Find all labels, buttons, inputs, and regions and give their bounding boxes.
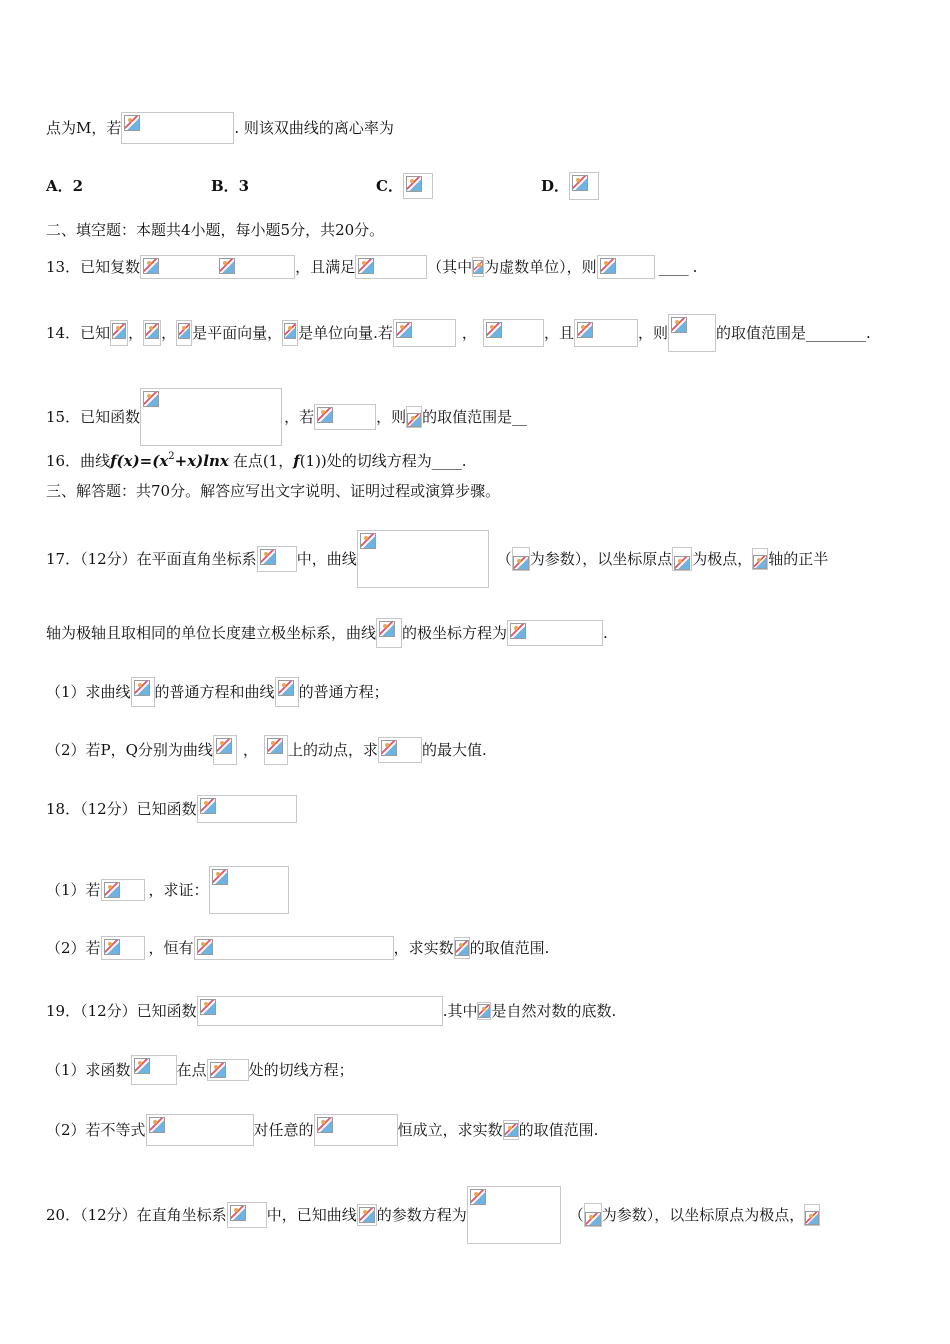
q14-text: 是单位向量.若 bbox=[298, 324, 393, 342]
formula-image bbox=[121, 112, 234, 144]
formula-image bbox=[376, 618, 402, 648]
q16-function: +x)lnx bbox=[174, 452, 229, 470]
q18-text: 的取值范围. bbox=[469, 939, 550, 957]
q19-text: 在点 bbox=[176, 1061, 207, 1079]
q15-text: ，若 bbox=[284, 408, 315, 426]
formula-image bbox=[574, 319, 638, 347]
q14-text: ，则 bbox=[637, 324, 668, 342]
question-20 bbox=[46, 1186, 820, 1244]
option-b: B．3 bbox=[211, 177, 250, 195]
q13-text: 为虚数单位），则 bbox=[484, 258, 597, 276]
formula-image bbox=[314, 1114, 398, 1146]
q17-text: 轴的正半 bbox=[768, 550, 829, 568]
formula-image bbox=[597, 255, 655, 279]
q17-text: 上的动点，求 bbox=[287, 741, 378, 759]
q13-text: （其中 bbox=[427, 258, 473, 276]
question-17-line2 bbox=[46, 618, 608, 648]
q19-text: 19．（12分）已知函数 bbox=[46, 1002, 197, 1020]
question-17 bbox=[46, 530, 828, 588]
section-3-heading: 三、解答题：共70分。解答应写出文字说明、证明过程或演算步骤。 bbox=[46, 482, 501, 500]
q19-text: 是自然对数的底数. bbox=[491, 1002, 617, 1020]
q20-text: （ bbox=[568, 1206, 584, 1224]
answer-blank[interactable]: ____ bbox=[658, 258, 689, 276]
q17-text: 的最大值. bbox=[421, 741, 487, 759]
formula-image bbox=[477, 1002, 491, 1020]
question-18-part1 bbox=[46, 866, 289, 914]
formula-image bbox=[194, 936, 394, 960]
formula-image bbox=[569, 172, 599, 200]
formula-image bbox=[257, 546, 297, 572]
q12-prefix: 点为M，若 bbox=[46, 119, 122, 137]
q14-text: 14．已知 bbox=[46, 324, 111, 342]
q19-text: （2）若不等式 bbox=[46, 1121, 146, 1139]
formula-image bbox=[197, 996, 443, 1026]
formula-image bbox=[207, 1059, 249, 1081]
q17-text: 的普通方程和曲线 bbox=[154, 683, 275, 701]
q17-text: 为参数），以坐标原点 bbox=[529, 550, 673, 568]
question-16 bbox=[46, 447, 467, 471]
formula-image bbox=[275, 677, 299, 707]
formula-image bbox=[213, 735, 237, 765]
formula-image bbox=[507, 620, 603, 646]
q17-text: （ bbox=[496, 550, 512, 568]
formula-image bbox=[483, 319, 544, 347]
formula-image bbox=[140, 255, 295, 279]
question-18-part2 bbox=[46, 936, 549, 960]
question-19 bbox=[46, 996, 616, 1026]
q13-text: ，且满足 bbox=[295, 258, 356, 276]
q20-text: 20．（12分）在直角坐标系 bbox=[46, 1206, 227, 1224]
q19-text: 处的切线方程； bbox=[248, 1061, 354, 1079]
q14-text: ， bbox=[161, 324, 177, 342]
question-19-part1 bbox=[46, 1055, 354, 1085]
question-14 bbox=[46, 314, 871, 352]
q15-text: 的取值范围是 bbox=[422, 408, 513, 426]
q17-text: （1）求曲线 bbox=[46, 683, 131, 701]
formula-image bbox=[176, 320, 192, 346]
formula-image bbox=[101, 879, 145, 901]
q14-text: ， bbox=[128, 324, 144, 342]
q16-function: f(x)=(x bbox=[110, 452, 169, 470]
q12-options bbox=[46, 172, 599, 200]
formula-image bbox=[467, 1186, 561, 1244]
q17-text: ， bbox=[242, 741, 258, 759]
q17-text: 17．（12分）在平面直角坐标系 bbox=[46, 550, 257, 568]
formula-image bbox=[140, 388, 282, 446]
formula-image bbox=[110, 320, 128, 346]
formula-image bbox=[357, 530, 489, 588]
question-17-part1 bbox=[46, 677, 389, 707]
q17-text: （2）若P，Q分别为曲线 bbox=[46, 741, 213, 759]
q19-text: 的取值范围. bbox=[518, 1121, 599, 1139]
question-17-part2 bbox=[46, 735, 487, 765]
formula-image bbox=[668, 314, 716, 352]
question-13 bbox=[46, 255, 697, 279]
formula-image bbox=[264, 735, 288, 765]
formula-image bbox=[393, 319, 456, 347]
question-18 bbox=[46, 795, 297, 823]
formula-image bbox=[282, 320, 298, 346]
q17-text: . bbox=[603, 624, 608, 642]
q15-text: ，则 bbox=[376, 408, 407, 426]
q18-text: ，求实数 bbox=[393, 939, 454, 957]
q18-text: （1）若 bbox=[46, 881, 101, 899]
formula-image bbox=[672, 547, 692, 571]
option-c: C． bbox=[376, 177, 403, 195]
question-19-part2 bbox=[46, 1114, 598, 1146]
formula-image bbox=[472, 257, 484, 277]
q20-text: 为参数），以坐标原点为极点， bbox=[601, 1206, 805, 1224]
formula-image bbox=[503, 1120, 519, 1140]
q16-text: 16．曲线 bbox=[46, 452, 111, 470]
formula-image bbox=[804, 1204, 820, 1226]
q17-text: 轴为极轴且取相同的单位长度建立极坐标系，曲线 bbox=[46, 624, 377, 642]
q16-text: (1))处的切线方程为 bbox=[299, 452, 432, 470]
answer-blank[interactable]: ________ bbox=[805, 324, 866, 342]
q14-text: ，且 bbox=[543, 324, 574, 342]
q18-text: （2）若 bbox=[46, 939, 101, 957]
question-15 bbox=[46, 388, 527, 446]
formula-image bbox=[357, 1204, 377, 1226]
q18-text: 18．（12分）已知函数 bbox=[46, 800, 197, 818]
formula-image bbox=[314, 404, 376, 430]
formula-image bbox=[512, 547, 530, 571]
q18-text: ，求证： bbox=[148, 881, 209, 899]
q17-text: 的普通方程； bbox=[298, 683, 389, 701]
formula-image bbox=[406, 406, 422, 428]
formula-image bbox=[146, 1114, 254, 1146]
formula-image bbox=[131, 1055, 177, 1085]
q12-suffix: . 则该双曲线的离心率为 bbox=[234, 119, 394, 137]
q20-text: 的参数方程为 bbox=[376, 1206, 467, 1224]
answer-blank[interactable]: __ bbox=[512, 408, 528, 426]
formula-image bbox=[355, 255, 427, 279]
q18-text: ，恒有 bbox=[148, 939, 194, 957]
formula-image bbox=[131, 677, 155, 707]
formula-image bbox=[197, 795, 297, 823]
q12-line bbox=[46, 112, 394, 144]
q16-function: f bbox=[293, 452, 300, 470]
formula-image bbox=[227, 1202, 267, 1228]
q17-text: 为极点， bbox=[692, 550, 753, 568]
formula-image bbox=[209, 866, 289, 914]
q17-text: 的极坐标方程为 bbox=[402, 624, 508, 642]
q19-text: （1）求函数 bbox=[46, 1061, 131, 1079]
q20-text: 中，已知曲线 bbox=[266, 1206, 357, 1224]
q15-text: 15．已知函数 bbox=[46, 408, 141, 426]
formula-image bbox=[378, 737, 422, 763]
formula-image bbox=[584, 1203, 602, 1227]
q19-text: .其中 bbox=[442, 1002, 478, 1020]
q16-exponent: 2 bbox=[168, 451, 175, 462]
q19-text: 恒成立，求实数 bbox=[397, 1121, 503, 1139]
q13-text: . bbox=[692, 258, 698, 276]
q14-text: . bbox=[865, 324, 871, 342]
q14-text: 的取值范围是 bbox=[715, 324, 806, 342]
q19-text: 对任意的 bbox=[253, 1121, 314, 1139]
option-d: D． bbox=[540, 177, 569, 195]
answer-blank[interactable]: ____ bbox=[431, 452, 462, 470]
q14-text: ， bbox=[461, 324, 477, 342]
formula-image bbox=[101, 936, 145, 960]
section-2-heading: 二、填空题：本题共4小题，每小题5分，共20分。 bbox=[46, 221, 385, 239]
option-a: A．2 bbox=[46, 177, 84, 195]
q16-text: 在点(1， bbox=[232, 452, 294, 470]
formula-image bbox=[143, 320, 161, 346]
q17-text: 中，曲线 bbox=[296, 550, 357, 568]
q16-text: . bbox=[461, 452, 467, 470]
formula-image bbox=[454, 937, 470, 959]
q14-text: 是平面向量， bbox=[192, 324, 283, 342]
formula-image bbox=[403, 173, 433, 199]
formula-image bbox=[752, 548, 768, 570]
q13-text: 13．已知复数 bbox=[46, 258, 141, 276]
